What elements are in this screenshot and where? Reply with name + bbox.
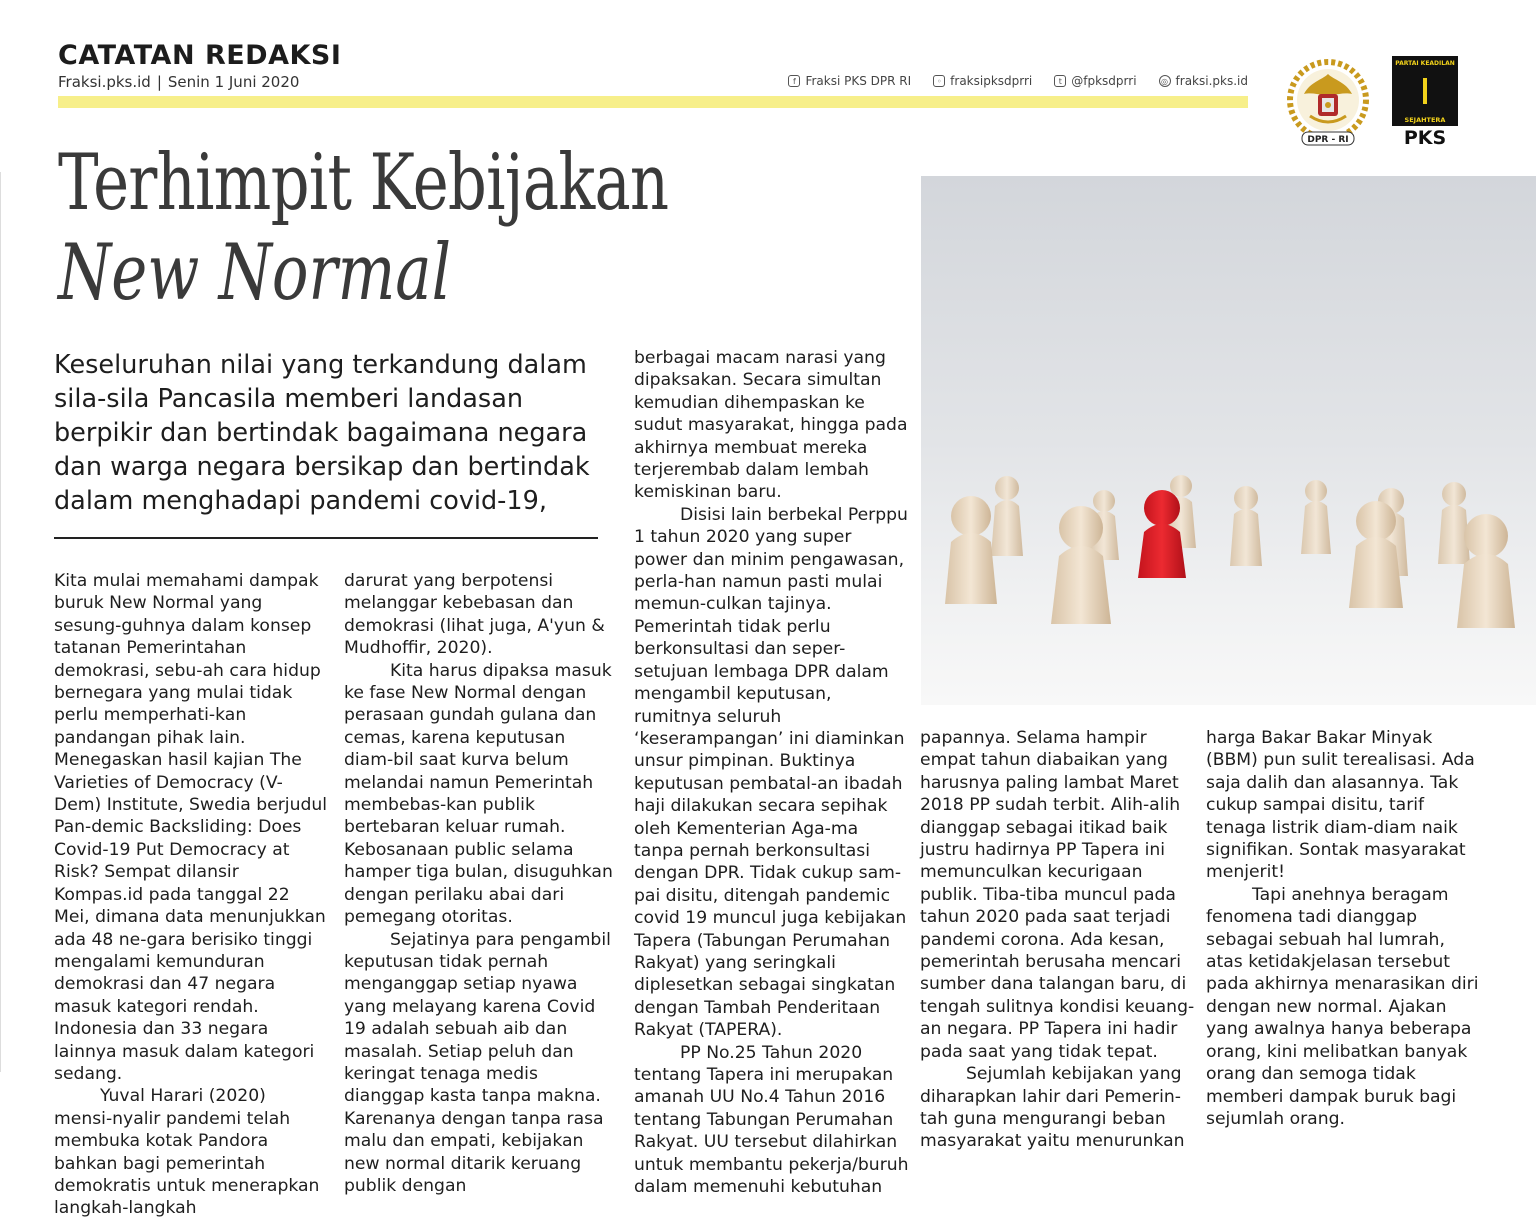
social-label: Fraksi PKS DPR RI — [805, 74, 912, 88]
paragraph: Sejumlah kebijakan yang diharapkan lahir dari Pemerin-tah guna mengurangi beban masyarakat yaitu menurunkan — [920, 1064, 1185, 1152]
social-twitter[interactable] — [1054, 74, 1136, 88]
lead-divider — [54, 537, 598, 539]
article-title — [58, 138, 840, 318]
facebook-icon: f — [788, 75, 800, 87]
pks-logo-top: PARTAI KEADILAN — [1395, 60, 1455, 67]
paragraph: PP No.25 Tahun 2020 tentang Tapera ini merupakan amanah UU No.4 Tahun 2016 tentang Tabungan Perumahan Rakyat. UU tersebut dilahirkan untuk membantu pekerja/buruh dalam memenuhi kebutuhan — [634, 1042, 909, 1198]
paragraph: harga Bakar Bakar Minyak (BBM) pun sulit terealisasi. Ada saja dalih dan alasannya. Tak cukup sampai disitu, tarif tenaga listrik diam-diam naik signifikan. Sontak masyarakat menjerit! — [1206, 728, 1475, 883]
paragraph: papannya. Selama hampir empat tahun diabaikan yang harusnya paling lambat Maret 2018 PP sudah terbit. Alih-alih dianggap sebagai itikad baik justru hadirnya PP Tapera ini memunculkan kecurigaan publik. Tiba-tiba muncul pada tahun 2020 pada saat terjadi pandemi corona. Ada kesan, pemerintah berusaha mencari sumber dana talangan baru, di tengah sulitnya kondisi keuang-an negara. PP Tapera ini hadir pada saat yang tidak tepat. — [920, 728, 1195, 1062]
paragraph: darurat yang berpotensi melanggar kebebasan dan demokrasi (lihat juga, A'yun & Mudhoffir, 2020). — [344, 571, 605, 659]
social-label: fraksi.pks.id — [1175, 74, 1248, 88]
twitter-icon: t — [1054, 75, 1066, 87]
dpr-logo-text: DPR - RI — [1307, 135, 1349, 145]
pks-logo-mid: SEJAHTERA — [1404, 116, 1446, 124]
article-column-2 — [344, 570, 619, 1197]
article-column-5 — [1206, 727, 1481, 1130]
paragraph: Disisi lain berbekal Perppu 1 tahun 2020 yang super power dan minim pengawasan, perla-han namun pasti mulai memun-culkan tajinya. Pemerintah tidak perlu berkonsultasi dan seper-setujuan lembaga DPR dalam mengambil keputusan, rumitnya seluruh ‘keserampangan’ ini diaminkan unsur pimpinan. Buktinya keputusan pembatal-an ibadah haji dilakukan secara sepihak oleh Kementerian Aga-ma tanpa pernah berkonsultasi dengan DPR. Tidak cukup sam-pai disitu, ditengah pandemic covid 19 muncul juga kebijakan Tapera (Tabungan Perumahan Rakyat) yang seringkali diplesetkan sebagai singkatan dengan Tambah Penderitaan Rakyat (TAPERA). — [634, 504, 908, 1041]
paragraph: Kita harus dipaksa masuk ke fase New Normal dengan perasaan gundah gulana dan cemas, karena keputusan diam-bil saat kurva belum melandai namun Pemerintah membebas-kan publik bertebaran keluar rumah. Kebosanaan public selama hamper tiga bulan, disuguhkan dengan perilaku abai dari pemegang otoritas. — [344, 660, 613, 928]
social-links — [788, 74, 1248, 88]
article-column-4 — [920, 727, 1195, 1153]
article-column-1 — [54, 570, 329, 1220]
social-label: fraksipksdprri — [950, 74, 1033, 88]
paragraph: Tapi anehnya beragam fenomena tadi dianggap sebagai sebuah hal lumrah, atas ketidakjelasan tersebut pada akhirnya menarasikan diri dengan new normal. Ajakan yang awalnya hanya beberapa orang, kini melibatkan banyak orang dan semoga tidak memberi dampak buruk bagi sejumlah orang. — [1206, 884, 1479, 1129]
social-label: @fpksdprri — [1071, 74, 1137, 88]
article-column-3 — [634, 347, 909, 1198]
section-title: CATATAN REDAKSI — [58, 40, 342, 71]
pks-logo — [1392, 56, 1458, 146]
social-instagram[interactable] — [933, 74, 1032, 88]
title-line-1: Terhimpit Kebijakan — [58, 138, 669, 228]
site-name: Fraksi.pks.id — [58, 73, 151, 91]
social-website[interactable] — [1159, 74, 1248, 88]
header-meta: Fraksi.pks.id | Senin 1 Juni 2020 — [58, 73, 300, 91]
left-edge-rule — [0, 172, 1, 1072]
social-facebook[interactable] — [788, 74, 911, 88]
paragraph: Kita mulai memahami dampak buruk New Normal yang sesung-guhnya dalam konsep tatanan Pemerintahan demokrasi, sebu-ah cara hidup bernegara yang mulai tidak perlu memperhati-kan pandangan pihak lain. Menegaskan hasil kajian The Varieties of Democracy (V-Dem) Institute, Swedia berjudul Pan-demic Backsliding: Does Covid-19 Put Democracy at Risk? Sempat dilansir Kompas.id pada tanggal 22 Mei, dimana data menunjukkan ada 48 ne-gara berisiko tinggi mengalami kemunduran demokrasi dan 47 negara masuk kategori rendah. Indonesia dan 33 negara lainnya masuk dalam kategori sedang. — [54, 571, 328, 1084]
dpr-ri-logo — [1280, 54, 1376, 150]
header-rule — [58, 96, 1248, 108]
pks-logo-bottom: PKS — [1403, 127, 1447, 146]
paragraph: Yuval Harari (2020) mensi-nyalir pandemi telah membuka kotak Pandora bahkan bagi pemerintah demokratis untuk menerapkan langkah-langkah — [54, 1086, 320, 1219]
globe-icon: ◎ — [1159, 75, 1171, 87]
title-line-2: New Normal — [58, 228, 452, 318]
paragraph: berbagai macam narasi yang dipaksakan. Secara simultan kemudian dihempaskan ke sudut masyarakat, hingga pada akhirnya membuat mereka terjerembab dalam lembah kemiskinan baru. — [634, 348, 908, 503]
instagram-icon: ◦ — [933, 75, 945, 87]
publish-date: Senin 1 Juni 2020 — [167, 73, 300, 91]
paragraph: Sejatinya para pengambil keputusan tidak pernah menganggap setiap nyawa yang melayang karena Covid 19 adalah sebuah aib dan masalah. Setiap peluh dan keringat tenaga medis dianggap kasta tanpa makna. Karenanya dengan tanpa rasa malu dan empati, kebijakan new normal ditarik keruang publik dengan — [344, 929, 611, 1196]
article-photo — [921, 176, 1536, 705]
lead-paragraph: Keseluruhan nilai yang terkandung dalam sila-sila Pancasila memberi landasan berpikir dan bertindak bagaimana negara dan warga negara bersikap dan bertindak dalam menghadapi pandemi covid-19, — [54, 350, 590, 516]
